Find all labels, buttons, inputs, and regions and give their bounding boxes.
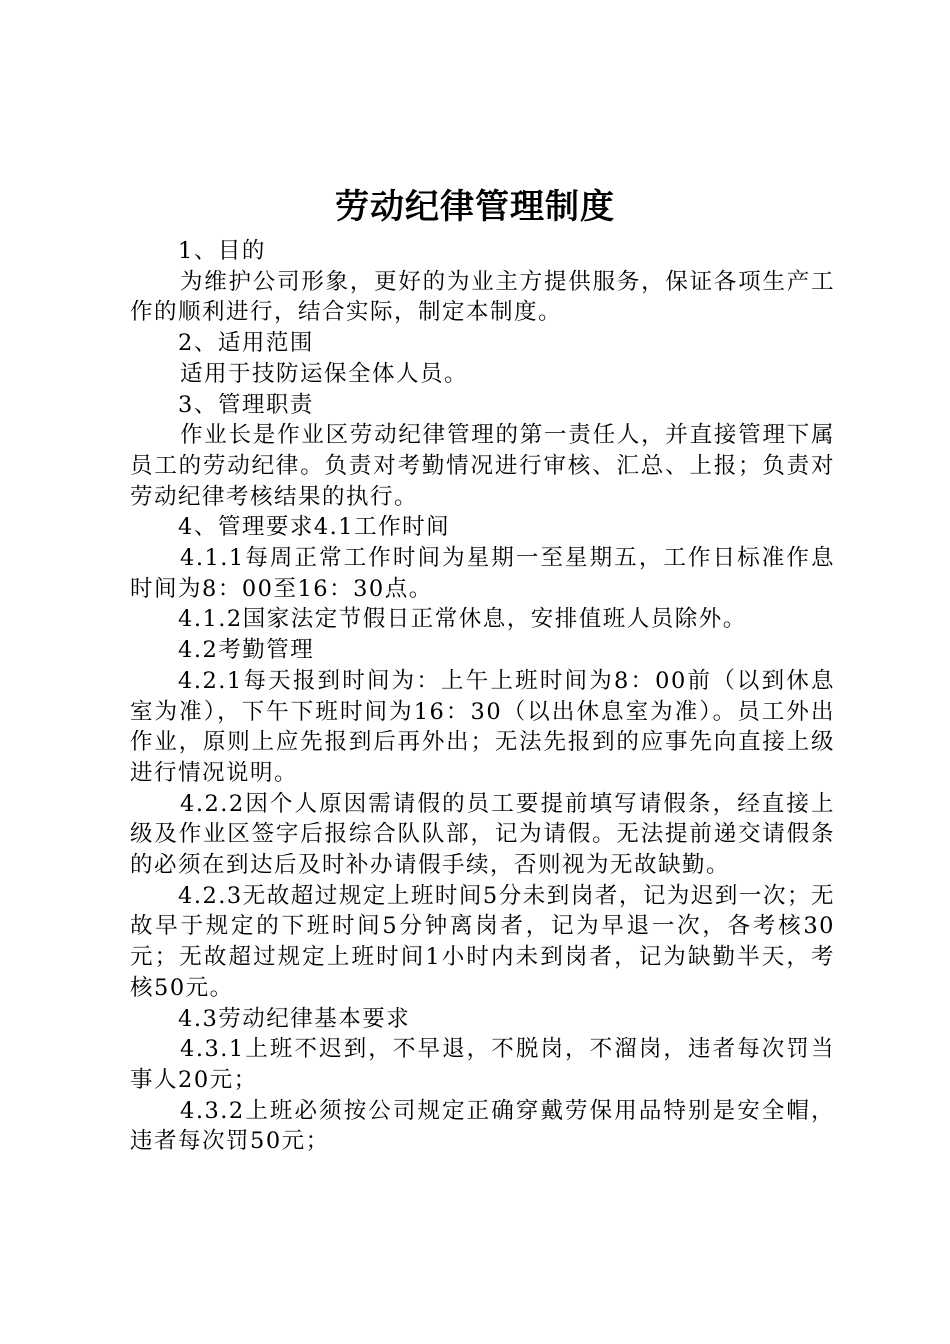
document-title: 劳动纪律管理制度 [335, 187, 615, 227]
paragraph-4-1-1: 4.1.1每周正常工作时间为星期一至星期五，工作日标准作息时间为8：00至16：30点。 [130, 545, 835, 602]
paragraph-4-2-2: 4.2.2因个人原因需请假的员工要提前填写请假条，经直接上级及作业区签字后报综合队队部，记为请假。无法提前递交请假条的必须在到达后及时补办请假手续，否则视为无故缺勤。 [130, 790, 835, 879]
paragraph-4-3-1: 4.3.1上班不迟到，不早退，不脱岗，不溜岗，违者每次罚当事人20元； [130, 1036, 835, 1093]
section-heading-purpose: 1、目的 [178, 238, 266, 264]
section-heading-attendance: 4.2考勤管理 [178, 637, 315, 664]
paragraph-responsibilities: 作业长是作业区劳动纪律管理的第一责任人，并直接管理下属员工的劳动纪律。负责对考勤情况进行审核、汇总、上报；负责对劳动纪律考核结果的执行。 [130, 422, 835, 510]
section-heading-discipline: 4.3劳动纪律基本要求 [178, 1005, 411, 1032]
paragraph-4-1-2: 4.1.2国家法定节假日正常休息，安排值班人员除外。 [178, 606, 747, 633]
section-heading-scope: 2、适用范围 [178, 330, 314, 357]
section-heading-responsibilities: 3、管理职责 [178, 391, 314, 418]
section-heading-requirements: 4、管理要求4.1工作时间 [178, 514, 451, 541]
paragraph-purpose: 为维护公司形象，更好的为业主方提供服务，保证各项生产工作的顺利进行，结合实际，制定本制度。 [130, 268, 835, 326]
document-body [130, 236, 835, 1157]
paragraph-4-2-3: 4.2.3无故超过规定上班时间5分未到岗者，记为迟到一次；无故早于规定的下班时间5分钟离岗者，记为早退一次，各考核30元；无故超过规定上班时间1小时内未到岗者，记为缺勤半天，考核50元。 [130, 882, 835, 1001]
paragraph-4-3-2: 4.3.2上班必须按公司规定正确穿戴劳保用品特别是安全帽，违者每次罚50元； [130, 1097, 835, 1155]
paragraph-scope: 适用于技防运保全体人员。 [180, 360, 469, 387]
paragraph-4-2-1: 4.2.1每天报到时间为：上午上班时间为8：00前（以到休息室为准），下午下班时间为16：30（以出休息室为准）。员工外出作业，原则上应先报到后再外出；无法先报到的应事先向直接上级进行情况说明。 [130, 667, 835, 786]
